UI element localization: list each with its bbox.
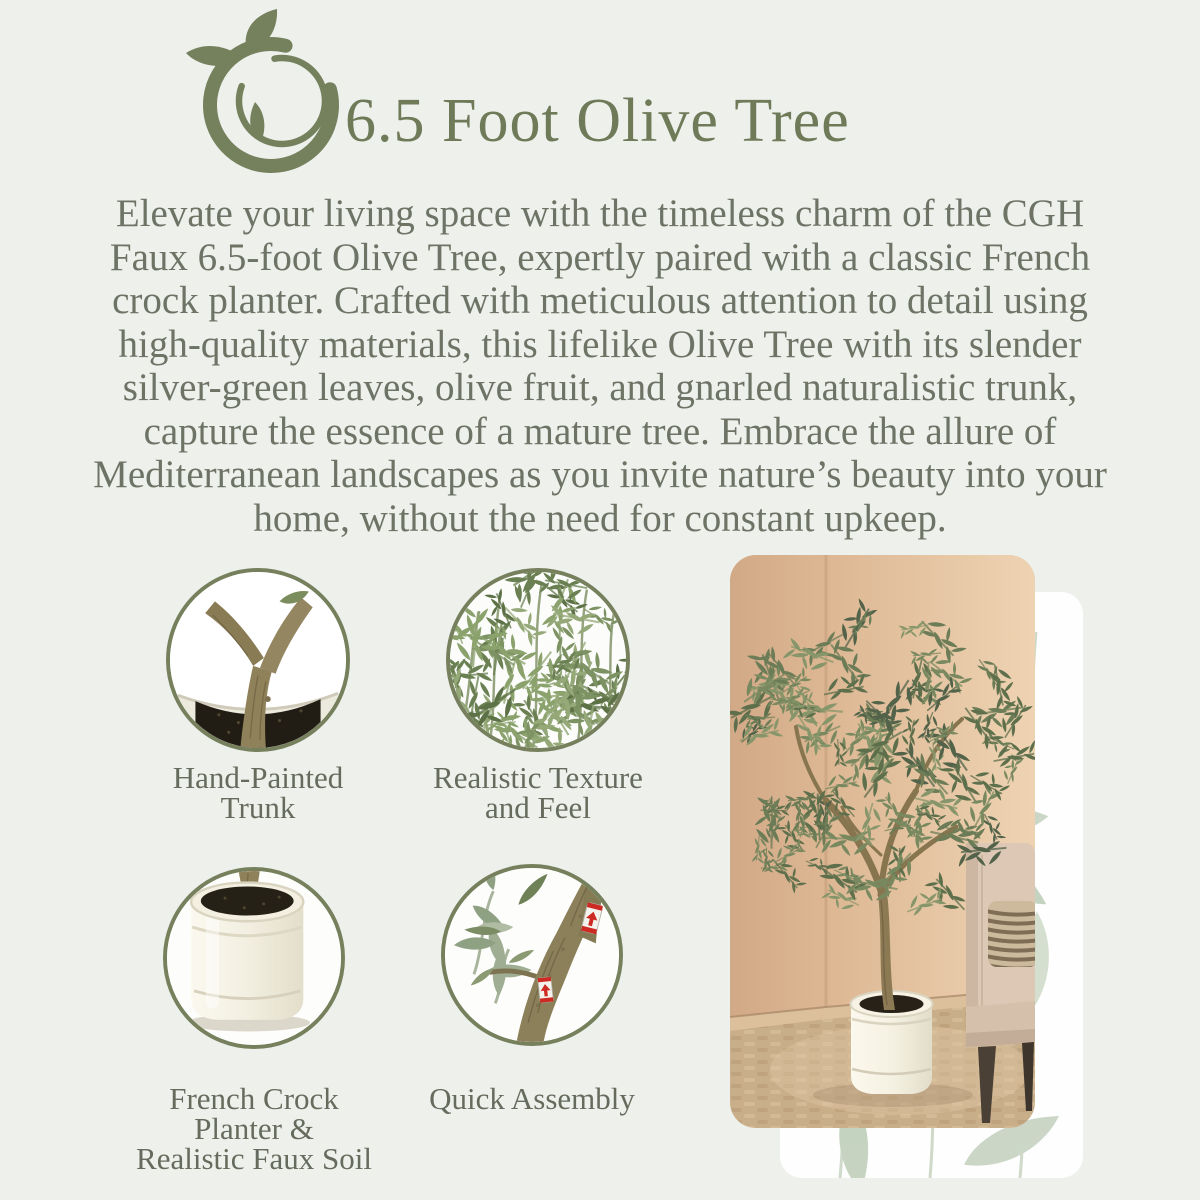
description-line: Faux 6.5-foot Olive Tree, expertly paired with a classic French xyxy=(109,235,1091,279)
description-line: Mediterranean landscapes as you invite nature’s beauty into your xyxy=(93,453,1107,496)
description-line: crock planter. Crafted with meticulous attention to detail using xyxy=(112,279,1088,322)
product-description xyxy=(0,192,1200,540)
product-photo xyxy=(730,555,1035,1128)
feature-image-foliage-texture xyxy=(446,568,630,752)
caption-line: Realistic Texture xyxy=(433,760,643,795)
page-title: 6.5 Foot Olive Tree xyxy=(345,87,850,155)
feature-image-hand-painted-trunk xyxy=(166,568,350,752)
description-line: Elevate your living space with the timeless charm of the CGH xyxy=(115,192,1085,235)
caption-line: Trunk xyxy=(220,790,296,825)
description-line: high-quality materials, this lifelike Olive Tree with its slender xyxy=(118,322,1082,366)
olive-tree-room-scene xyxy=(730,555,1035,1128)
olive-branch-logo-icon xyxy=(183,8,355,176)
caption-line: Planter & xyxy=(194,1111,314,1146)
caption-line: Quick Assembly xyxy=(429,1081,635,1116)
description-line: home, without the need for constant upkeep. xyxy=(253,496,947,540)
caption-line: and Feel xyxy=(485,790,591,825)
caption-line: French Crock xyxy=(169,1081,339,1116)
description-line: silver-green leaves, olive fruit, and gnarled naturalistic trunk, xyxy=(122,366,1078,409)
caption-line: Realistic Faux Soil xyxy=(136,1141,372,1176)
feature-image-quick-assembly xyxy=(441,864,623,1046)
feature-caption-realistic-texture xyxy=(358,760,718,825)
feature-caption-quick-assembly xyxy=(352,1081,712,1116)
feature-image-crock-planter xyxy=(163,867,345,1049)
description-line: capture the essence of a mature tree. Embrace the allure of xyxy=(143,409,1057,453)
caption-line: Hand-Painted xyxy=(172,760,344,795)
